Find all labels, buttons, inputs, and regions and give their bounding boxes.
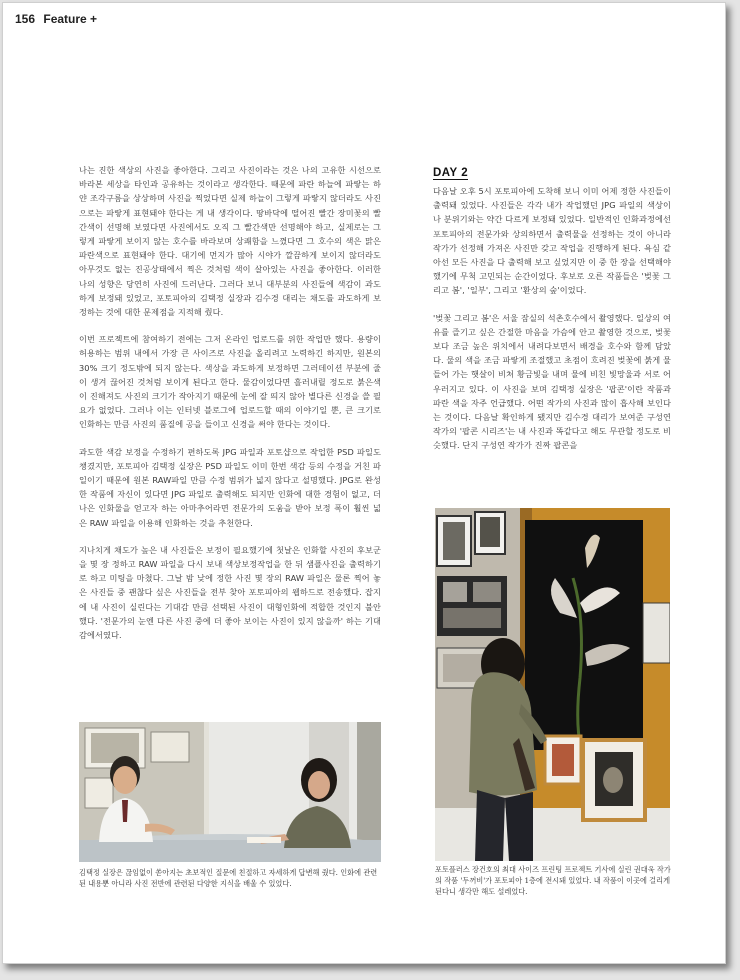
gallery-illustration [435,508,670,861]
left-paragraph-4: 지나치게 채도가 높은 내 사진들은 보정이 필요했기에 첫날은 인화할 사진의 후보군을 몇 장 정하고 RAW 파일을 다시 보내 색상보정작업을 한 뒤 샘플사진을 출력하기로 하고 미팅을 마쳤다. 그날 밤 낮에 정한 사진 몇 장의 RAW 파일은 물론 찍어 놓은 사진들 중 괜찮다 싶은 사진들을 전부 찾아 포토피아의 웹하드로 전송했다. 잡지에 내 사진이 실린다는 기대감 만큼 선택된 사진이 대형인화에 적합한 것인지 불안했다. '전문가의 눈엔 다른 사진 중에 더 좋아 보이는 사진이 있지 않을까' 하는 기대감에서였다. [79,544,381,641]
right-paragraph-2: '벚꽃 그리고 봄'은 서울 잠실의 석촌호수에서 촬영했다. 일상의 여유를 즐기고 싶은 간절한 마음을 가슴에 안고 촬영한 것으로, 벚꽃보다 조금 높은 위치에서 내려다보면서 배경을 호수와 함께 담았다. 물의 색을 조금 파랗게 조절했고 초점이 흐려진 벚꽃에 붉게 물들어 가는 햇살이 비쳐 황금빛을 내며 물에 비친 빛망울과 서로 어우러지고 있다. 이 사진을 보며 김택정 실장은 '팝콘'이란 작품과 파란 색을 자주 언급했다. 어떤 작가의 사진과 많이 흡사해 보인다는 것이다. 다음날 확인하게 됐지만 김수경 대리가 보여준 구성연 작가의 '팝콘 시리즈'는 내 사진과 똑같다고 해도 무관할 정도로 비슷했다. 단지 구성연 작가가 진짜 팝콘을 [433,312,671,451]
left-text-column [79,163,381,655]
left-paragraph-3: 과도한 색감 보정을 수정하기 편하도록 JPG 파일과 포토샵으로 작업한 PSD 파일도 챙겼지만, 포토피아 김택정 실장은 PSD 파일도 이미 한번 색감 등의 수정을 거친 파일이기 때문에 원본 RAW파일 만큼 수정 범위가 넓지 않다고 설명했다. JPG로 완성한 작품에 자신이 있다면 JPG 파일로 출력해도 되지만 인화에 대한 경험이 없고, 더 나은 인화물을 얻고자 하는 아마추어라면 전문가의 도움을 받아 보정 폭이 훨씬 넓은 RAW 파일을 이용해 인화하는 것을 추천한다. [79,446,381,528]
page-number: 156 [15,12,36,26]
gallery-photo-caption: 포토플러스 장건호의 최대 사이즈 프린팅 프로젝트 기사에 실린 권대욱 작가의 작품 '두꺼비'가 포토피아 1층에 전시돼 있었다. 내 작품이 이곳에 걸리게 된다니 생각만 해도 설레었다. [435,865,671,896]
magazine-page [2,2,726,964]
gallery-photo [435,508,670,861]
right-paragraph-1: 다음날 오후 5시 포토피아에 도착해 보니 이미 어제 정한 사진들이 출력돼 있었다. 사진들은 각각 내가 작업했던 JPG 파일의 색상이나 분위기와는 약간 다르게 보정돼 있었다. 일반적인 인화과정에선 포토피아의 전문가와 상의하면서 출력물을 선정하는 것이 아니라 작가가 선정해 가져온 사진만 갖고 작업을 진행하게 된다. 욕심 같아선 모든 사진을 다 출력해 보고 싶었지만 이 중 한 장을 선택해야 했기에 무척 고민되는 순간이었다. 후보로 오른 작품들은 '벚꽃 그리고 봄', '일부', 그리고 '환상의 숲'이었다. [433,186,671,296]
consultation-illustration [79,722,381,862]
page-folio [15,12,97,26]
right-text-column [433,166,671,466]
left-paragraph-2: 이번 프로젝트에 참여하기 전에는 그저 온라인 업로드를 위한 작업만 했다. 용량이 허용하는 범위 내에서 가장 큰 사이즈로 사진을 올리려고 노력하긴 하지만, 원본의 30% 크기 정도밖에 되지 않는다. 색상을 과도하게 보정하면 그러데이션 부분에 줄이 생겨 끊어진 것처럼 보이게 된다고 한다. 물감이었다면 흘러내릴 정도로 붉은색이 진해져도 사진의 크기가 작아지기 때문에 눈에 잘 띄지 않아 별다른 신경을 쓸 필요가 없었다. 그러나 이는 인터넷 블로그에 업로드할 때의 이야기일 뿐, 큰 크기로 인화하는 만큼 사진의 품질에 공을 들이고 신경을 써야 한다는 것이다. [79,334,381,430]
left-paragraph-1: 나는 진한 색상의 사진을 좋아한다. 그리고 사진이라는 것은 나의 고유한 시선으로 바라본 세상을 타인과 공유하는 것이라고 생각한다. 때문에 파란 하늘에 파랗는 하얀 조각구름을 상상하며 사진을 찍었다면 실제 하늘이 그렇게 파랗지 않더라도 사진으로는 파랗게 표현돼야 한다는 게 내 생각이다. 땅바닥에 떨어진 빨간 장미꽃의 빨간색이 선명해 보였다면 사진에서도 오직 그 빨간색만 선명해야 하고, 실제로는 그렇게 파랗게 보이지 않는 호수를 바라보며 상쾌함을 느꼈다면 그 호수의 색은 맑은 파란색으로 표현돼야 한다. 대기에 먼지가 많아 시야가 깔끔하게 보이지 않더라도 아무것도 없는 진공상태에서 찍은 것처럼 색이 살아있는 사진을 좋아한다. 이러한 나의 성향은 당연히 사진에 드러난다. 그러다 보니 대부분의 사진들에 색감이 과도하게 보정돼 있었고, 포토피아의 김택정 실장과 김수경 대리는 채도를 과도하게 보정하는 것에 대한 문제점을 지적해 줬다. [79,165,381,318]
day-2-heading: DAY 2 [433,167,469,179]
consultation-photo-caption: 김택정 실장은 끊임없이 쏟아지는 초보적인 질문에 친절하고 자세하게 답변해 줬다. 인화에 관련된 내용뿐 아니라 사진 전반에 관련된 다양한 지식을 배울 수 있었다. [79,868,378,888]
consultation-photo [79,722,381,862]
section-label: Feature + [43,12,98,26]
